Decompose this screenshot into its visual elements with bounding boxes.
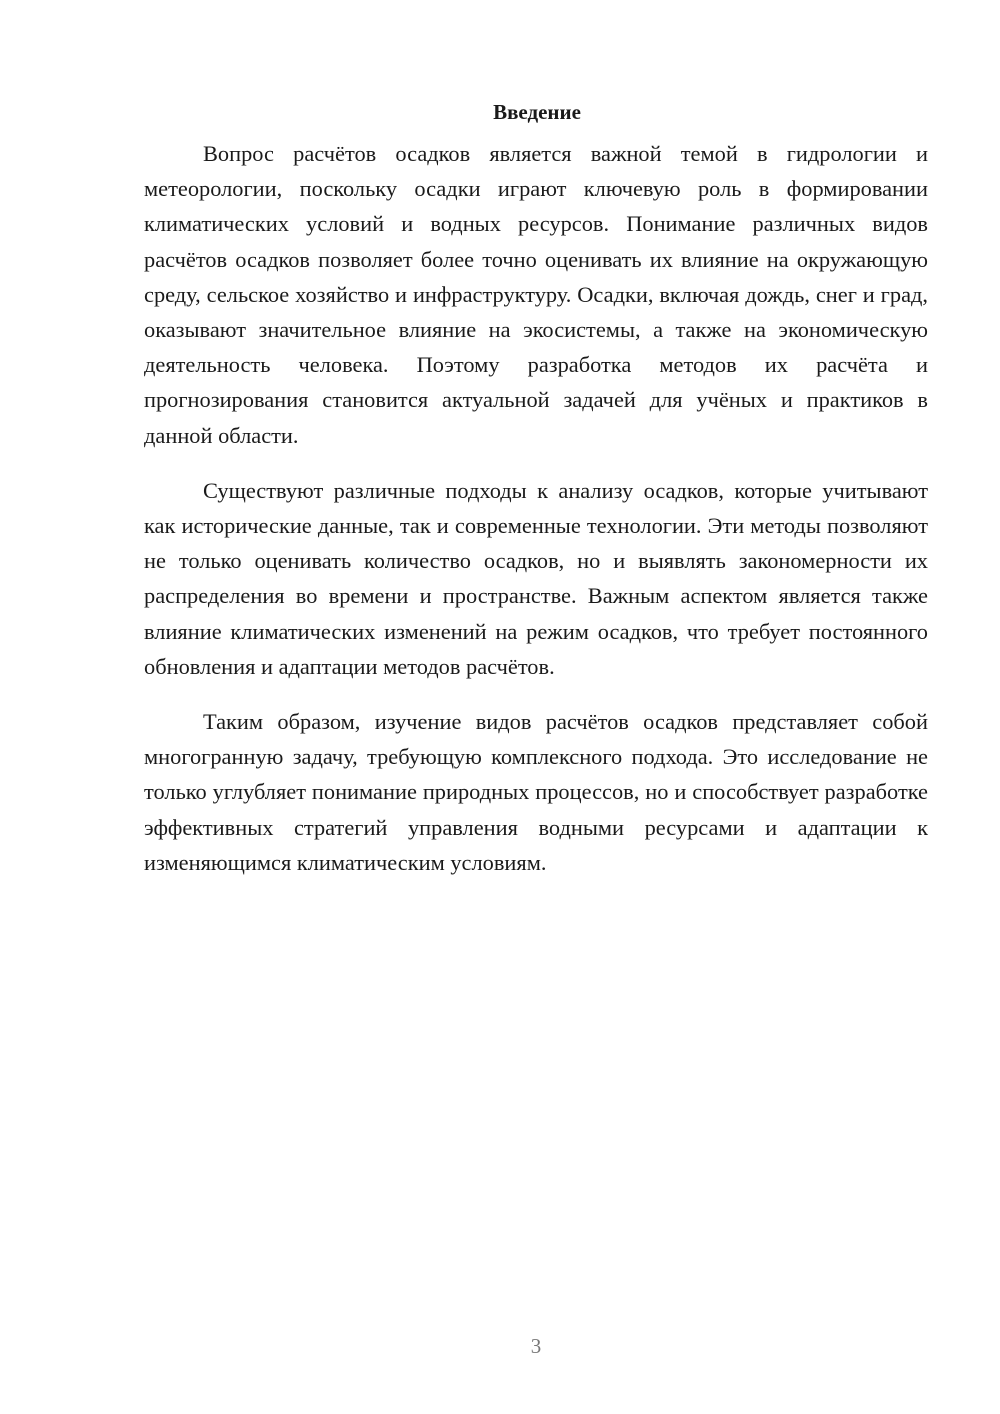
page-number: 3: [530, 1334, 542, 1358]
paragraph-3: Таким образом, изучение видов расчётов осадков представляет собой многогранную задачу, требующую комплексного подхода. Это исследование не только углубляет понимание природных процессов, но и способствует разработке эффективных стратегий управления водными ресурсами и адаптации к изменяющимся климатическим условиям.: [144, 709, 928, 875]
page-content: [144, 96, 928, 880]
paragraph-2: Существуют различные подходы к анализу осадков, которые учитывают как исторические данные, так и современные технологии. Эти методы позволяют не только оценивать количество осадков, но и выявлять закономерности их распределения во времени и пространстве. Важным аспектом является также влияние климатических изменений на режим осадков, что требует постоянного обновления и адаптации методов расчётов.: [144, 477, 928, 679]
paragraph-1: Вопрос расчётов осадков является важной темой в гидрологии и метеорологии, поскольку осадки играют ключевую роль в формировании климатических условий и водных ресурсов. Понимание различных видов расчётов осадков позволяет более точно оценивать их влияние на окружающую среду, сельское хозяйство и инфраструктуру. Осадки, включая дождь, снег и град, оказывают значительное влияние на экосистемы, а также на экономическую деятельность человека. Поэтому разработка методов их расчёта и прогнозирования становится актуальной задачей для учёных и практиков в данной области.: [144, 141, 928, 448]
section-heading: Введение: [493, 100, 581, 124]
